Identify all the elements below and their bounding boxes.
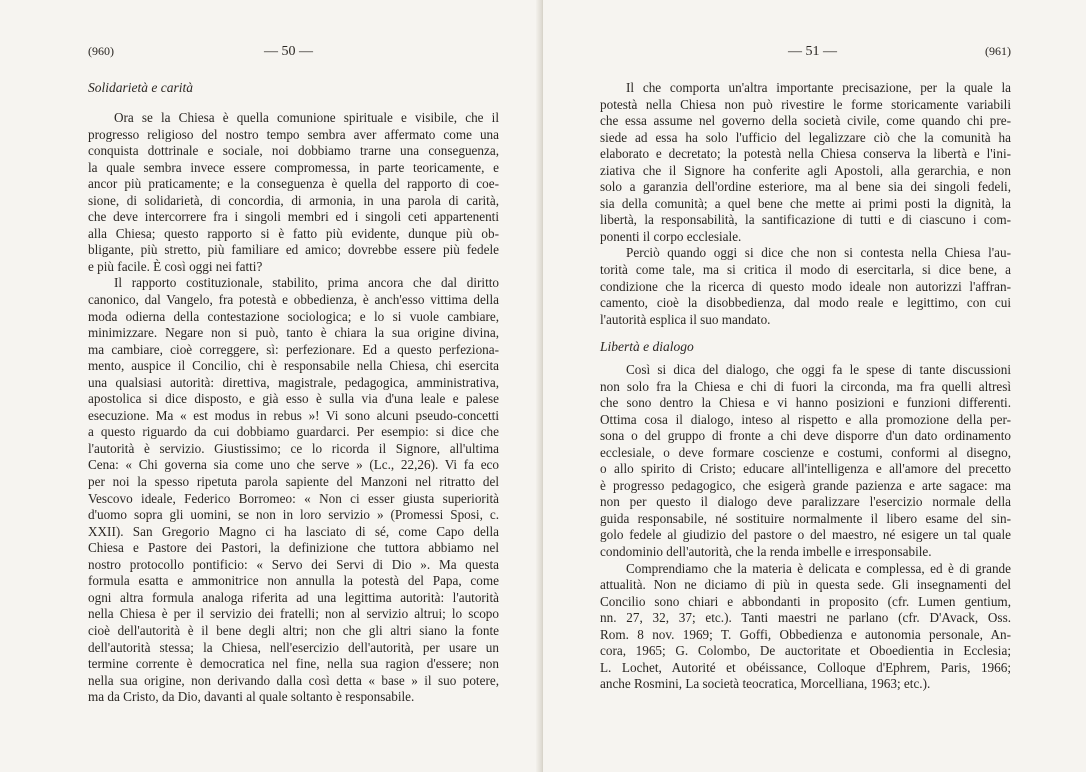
text-line: Comprendiamo che la materia è delicata e complessa, ed è di grande (626, 560, 1011, 576)
text-line: che deve intercorrere fra i singoli membri ed i singoli ceti appartenenti (88, 209, 499, 225)
text-line: non per questo il dialogo deve paralizzare l'esercizio normale della (600, 494, 1011, 510)
left-body-text (88, 110, 499, 706)
right-page-code: (961) (985, 44, 1011, 58)
text-line: a questo riguardo da cui dobbiamo guardarci. Per esempio: si dice che (88, 424, 499, 440)
text-line: sia della comunità; a quel bene che mette ai primi posti la dignità, la (600, 195, 1011, 211)
text-line: condizione che la ricerca di questo modo ideale non autorizzi l'affran- (600, 278, 1011, 294)
text-line: che essa assume nel governo della società civile, come quando chi pre- (600, 113, 1011, 129)
paragraph (600, 362, 1011, 561)
text-line: d'uomo sopra gli uomini, se non in loro servizio » (Promessi Sposi, c. (88, 507, 499, 523)
right-body-text-top (600, 80, 1011, 328)
text-line: minimizzare. Negare non si può, tanto è chiara la sua origine divina, (88, 325, 499, 341)
text-line: progresso religioso del nostro tempo sembra aver affermato come una (88, 126, 499, 142)
text-line: bligante, più stretto, più familiare ed amico; dovrebbe essere più fedele (88, 242, 499, 258)
text-line: ecclesiale, o deve formare coscienze e costumi, conformi al disegno, (600, 444, 1011, 460)
text-line: Vescovo ideale, Federico Borromeo: « Non ci esser giusta superiorità (88, 490, 499, 506)
paragraph (600, 245, 1011, 328)
text-line: una qualsiasi autorità: direttiva, magistrale, pedagogica, amministrativa, (88, 374, 499, 390)
text-line: nella sua origine, non derivando dalla così detta « base » il suo potere, (88, 672, 499, 688)
right-page (543, 0, 1086, 772)
right-body-text-bottom (600, 362, 1011, 693)
text-line: nostro protocollo pontificio: « Servo dei Servi di Dio ». Ma questa (88, 556, 499, 572)
text-line: moda odierna della contestazione sociologica; e lo si vuole cambiare, (88, 308, 499, 324)
text-line: l'autorità è servizio. Giustissimo; ce lo ricorda il Signore, all'ultima (88, 440, 499, 456)
text-line: XXII). San Gregorio Magno ci ha lasciato di sé, come Capo della (88, 523, 499, 539)
text-line: L. Lochet, Autorité et obéissance, Colloque d'Ephrem, Paris, 1966; (600, 659, 1011, 675)
text-line: la quale sembra invece essere compromessa, in parte teoricamente, e (88, 159, 499, 175)
text-line: Perciò quando oggi si dice che non si contesta nella Chiesa l'au- (626, 245, 1011, 261)
text-line: canonico, dal Vangelo, fra potestà e obbedienza, è anch'esso vittima della (88, 292, 499, 308)
text-line: torità come tale, ma si critica il modo di esercitarla, si dice bene, a (600, 262, 1011, 278)
paragraph (88, 110, 499, 275)
text-line: Concilio sono chiari e abbondanti in proposito (cfr. Lumen gentium, (600, 593, 1011, 609)
text-line: Il che comporta un'altra importante precisazione, per la quale la (626, 80, 1011, 95)
text-line: non solo fra la Chiesa e chi di fuori la circonda, ma fra quelli altresì (600, 378, 1011, 394)
text-line: condominio dell'autorità, che la renda imbelle e irresponsabile. (600, 544, 932, 560)
right-section-title: Libertà e dialogo (600, 339, 694, 354)
text-line: ziativa che il Signore ha conferite agli Apostoli, alla gerarchia, e non (600, 162, 1011, 178)
text-line: ma da Cristo, da Dio, davanti al quale soltanto è responsabile. (88, 689, 415, 705)
text-line: alla Chiesa; questo rapporto si è fatto più evidente, dunque più ob- (88, 225, 499, 241)
paragraph (600, 80, 1011, 245)
text-line: Ottima cosa il dialogo, inteso al rispetto e alla promozione della per- (600, 411, 1011, 427)
left-section-title: Solidarietà e carità (88, 80, 193, 95)
paragraph (600, 561, 1011, 693)
text-line: Cena: « Chi governa sia come uno che serve » (Lc., 22,26). Vi fa eco (88, 457, 499, 473)
text-line: ma cambiare, cioè correggere, sì: perfezionare. Ed a questo perfeziona- (88, 341, 499, 357)
text-line: sona o del gruppo di fronte a chi deve disporre d'un dato ordinamento (600, 428, 1011, 444)
text-line: ancor più praticamente; e la conseguenza è quella del rapporto di coe- (88, 176, 499, 192)
text-line: è progresso pedagogico, che esigerà grande pazienza e arte sagace: ma (600, 477, 1011, 493)
text-line: l'autorità esplica il suo mandato. (600, 311, 771, 327)
text-line: golo fedele al giudizio del pastore o del maestro, né esigere un tal quale (600, 527, 1011, 543)
text-line: Rom. 8 nov. 1969; T. Goffi, Obbedienza e autonomia personale, An- (600, 626, 1011, 642)
text-line: cioè dell'autorità è il bene degli altri; non che gli altri siano la fonte (88, 622, 499, 638)
text-line: ponenti il corpo ecclesiale. (600, 228, 742, 244)
text-line: Ora se la Chiesa è quella comunione spirituale e visibile, che il (114, 110, 499, 125)
text-line: formula esatta e ammonitrice non annulla la potestà del Papa, come (88, 573, 499, 589)
text-line: mento, auspice il Concilio, chi è responsabile nella Chiesa, chi esercita (88, 358, 499, 374)
text-line: ogni altra formula analoga riferita ad una legittima autorità: l'autorità (88, 589, 499, 605)
text-line: per noi la spesso ripetuta parola sapiente del Manzoni nel ritratto del (88, 474, 499, 490)
text-line: attualità. Non ne diciamo di più in questa sede. Gli insegnamenti del (600, 577, 1011, 593)
text-line: conquista dottrinale e sociale, noi dobbiamo trarne una conseguenza, (88, 143, 499, 159)
text-line: camento, cioè la disobbedienza, dal modo reale e legittimo, con cui (600, 295, 1011, 311)
text-line: guida responsabile, né sostituire normalmente il libero esame del sin- (600, 510, 1011, 526)
right-page-number: — 51 — (788, 44, 837, 59)
text-line: o allo spirito di Cristo; educare all'intelligenza e all'amore del precetto (600, 461, 1011, 477)
text-line: cora, 1965; G. Colombo, De auctoritate et Oboedientia in Ecclesia; (600, 643, 1011, 659)
text-line: Il rapporto costituzionale, stabilito, prima ancora che dal diritto (114, 275, 499, 291)
text-line: esecuzione. Ma « est modus in rebus »! Vi sono alcuni pseudo-concetti (88, 407, 499, 423)
text-line: che sono dentro la Chiesa e vi hanno posizioni e funzioni differenti. (600, 395, 1011, 411)
text-line: nella Chiesa è per il servizio dei fratelli; non al servizio altrui; lo scopo (88, 606, 499, 622)
text-line: libertà, la responsabilità, la santificazione di tutti e di ciascuno i com- (600, 212, 1011, 228)
text-line: potestà nella Chiesa non può rivestire le forme storicamente variabili (600, 96, 1011, 112)
text-line: termine corrente è democratica nel fine, nella sua ragion d'essere; non (88, 656, 499, 672)
text-line: Così si dica del dialogo, che oggi fa le spese di tante discussioni (626, 362, 1011, 377)
text-line: elaborato e decretato; la potestà nella Chiesa conserva la libertà e l'ini- (600, 146, 1011, 162)
text-line: nn. 27, 32, 37; etc.). Tanti maestri ne parlano (cfr. D'Avack, Oss. (600, 610, 1011, 626)
text-line: Chiesa e Pastore dei Pastori, la definizione che tuttora abbiamo nel (88, 540, 499, 556)
text-line: e più facile. È così oggi nei fatti? (88, 258, 263, 274)
text-line: dell'autorità stessa; la Chiesa, nell'esercizio dell'autorità, per usare un (88, 639, 499, 655)
text-line: siede ad essa ha solo l'ufficio del legalizzare ciò che la comunità ha (600, 129, 1011, 145)
text-line: solo a garanzia dell'ordine esteriore, ma al bene sia dei singoli fedeli, (600, 179, 1011, 195)
left-page-code: (960) (88, 44, 114, 58)
left-page-number: — 50 — (264, 44, 313, 59)
text-line: sione, di solidarietà, di concordia, di armonia, in una parola di carità, (88, 192, 499, 208)
text-line: anche Rosmini, La società teocratica, Morcelliana, 1963; etc.). (600, 676, 931, 692)
paragraph (88, 275, 499, 705)
text-line: apostolica si dice disposto, e già esso è sulla via d'una leale e palese (88, 391, 499, 407)
